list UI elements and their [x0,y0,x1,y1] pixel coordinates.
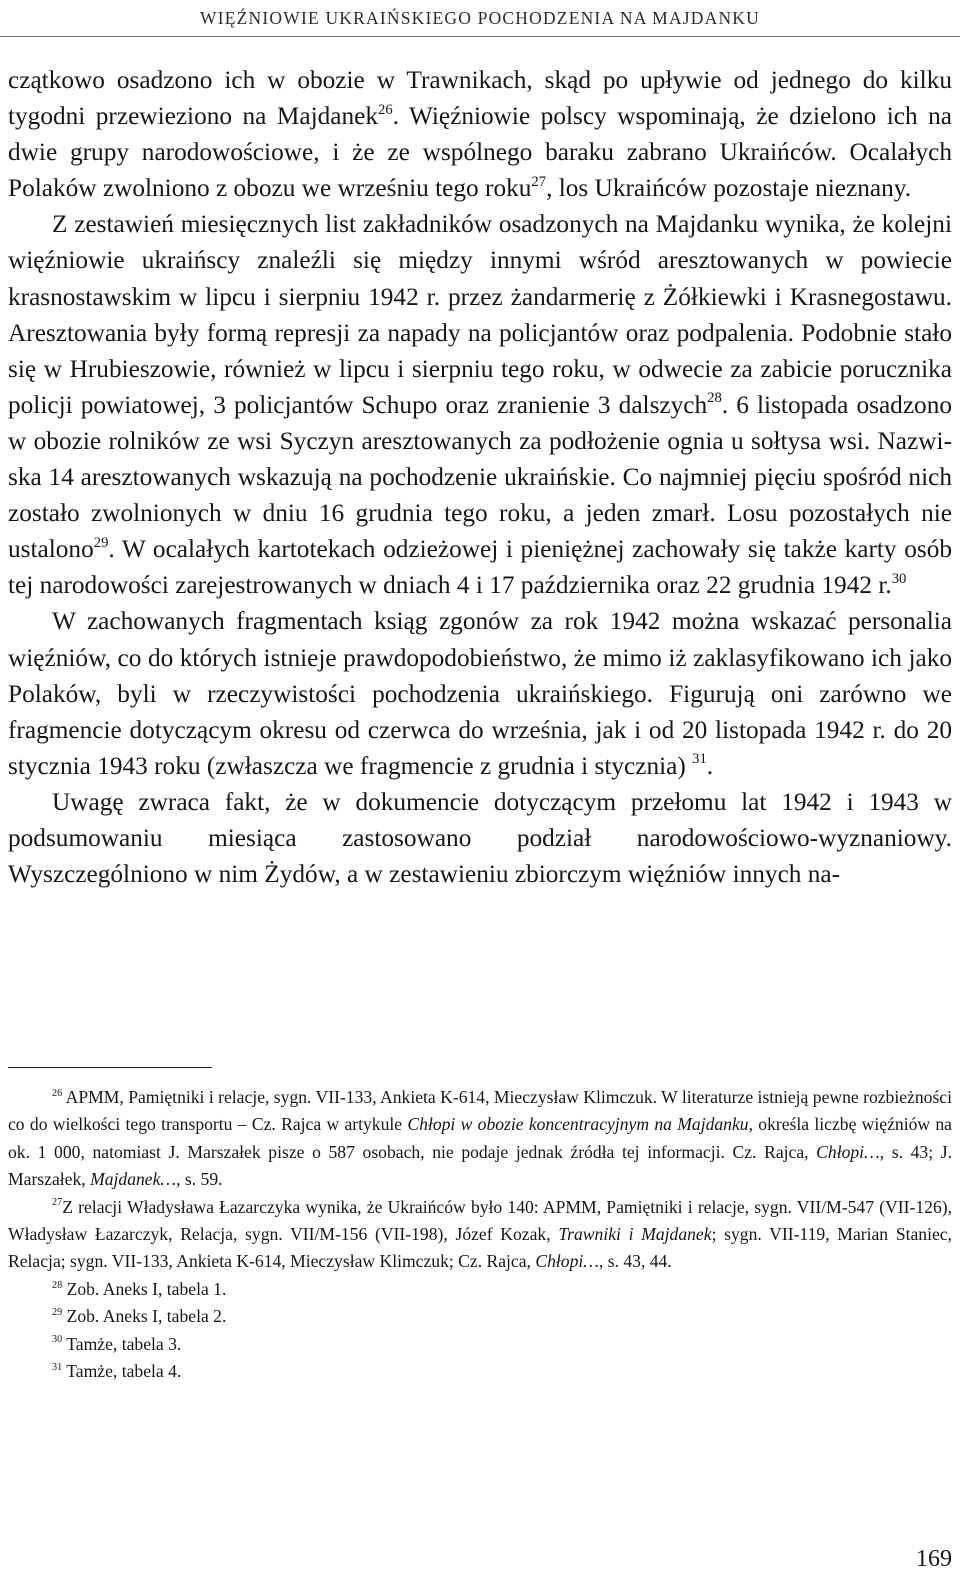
running-header [0,0,960,40]
footnote-number: 28 [52,1279,63,1291]
paragraph-3-text-b: . [706,751,714,780]
footnote-number: 27 [52,1197,63,1209]
header-rule [0,36,960,37]
footnote-26 [8,1084,952,1194]
footnote-number: 29 [52,1306,63,1318]
paragraph-3-text-a: W zachowanych fragmentach ksiąg zgonów za rok 1942 można wskazać personalia więźniów, co do których istnieje prawdopodobieństwo, że mimo iż zaklasyfikowano ich jako Polaków, byli w rzeczywistości pochodzenia ukraińskiego. Figurują oni zarówno we fragmencie dotyczącym okresu od czerwca do września, jak i od 20 listopada 1942 r. do 20 stycznia 1943 roku (zwłaszcza we fragmencie z grudnia i stycznia) [8,607,952,780]
footnote-text: APMM, Pamiętniki i relacje, sygn. VII-133, Ankieta K-614, Mieczysław Klimczuk. W literaturze istnieją pewne rozbieżności co do wielkości tego transportu – Cz. Rajca w artykule [8,1087,952,1135]
paragraph-1-text-c: , los Ukraińców pozostaje nieznany. [546,174,912,203]
footnote-28 [8,1276,952,1303]
running-header-title: WIĘŹNIOWIE UKRAIŃSKIEGO POCHODZENIA NA MAJDANKU [200,8,760,28]
footnote-ref-27: 27 [531,173,547,190]
footnote-separator [8,1067,212,1068]
footnote-italic-title: Chłopi w obozie koncentracyjnym na Majdanku [407,1114,749,1135]
paragraph-2-text-c: . W ocalałych kartotekach odzieżowej i pieniężnej zachowały się także karty osób tej narodowości zarejestrowanych w dniach 4 i 17 października oraz 22 grudnia 1942 r. [8,535,952,600]
footnote-text: , s. 59. [176,1169,223,1190]
footnote-text: Zob. Aneks I, tabela 1. [62,1278,227,1299]
paragraph-1 [8,62,952,206]
footnote-italic-title: Chłopi… [816,1141,880,1162]
paragraph-4 [8,784,952,892]
paragraph-3 [8,603,952,783]
footnote-ref-26: 26 [378,101,393,118]
footnote-text: Tamże, tabela 4. [62,1361,182,1382]
footnote-29 [8,1303,952,1330]
footnote-italic-title: Chłopi… [535,1251,599,1272]
main-text [8,62,952,892]
footnote-ref-31: 31 [692,751,707,768]
paragraph-2-text-a: Z zestawień miesięcznych list zakładników osadzonych na Majdanku wynika, że kolejni więźniowie ukraińscy znaleźli się między innymi wśród aresztowanych w powiecie krasnostawskim w lipcu i sierpniu 1942 r. przez żandarmerię z Żółkiewki i Krasnegostawu. Aresztowania były formą represji za napady na policjantów oraz podpalenia. Podobnie stało się w Hrubieszowie, również w lipcu i sierpniu tego roku, w odwecie za zabicie porucznika policji powiatowej, 3 policjantów Schupo oraz zranienie 3 dalszych [8,210,952,419]
footnote-text: Tamże, tabela 3. [62,1333,182,1354]
footnote-ref-29: 29 [93,534,109,551]
footnote-number: 26 [52,1087,63,1099]
footnote-ref-30: 30 [891,570,907,587]
footnote-30 [8,1331,952,1358]
paragraph-2-text-b: . 6 listopada osadzono w obozie rolników ze wsi Syczyn aresztowanych za podłożenie ognia u sołtysa wsi. Nazwiska 14 aresztowanych wskazują na pochodzenie ukraińskie. Co najmniej pięciu spośród nich zostało zwolnionych w dniu 16 grudnia tego roku, a jeden zmarł. Losu pozostałych nie ustalono [8,390,952,564]
footnote-27 [8,1194,952,1276]
footnotes [8,1084,952,1385]
footnote-ref-28: 28 [707,390,722,407]
paragraph-1-text-a: czątkowo osadzono ich w obozie w Trawnikach, skąd po upływie od jednego do kilku tygodni przewieziono na Majdanek [8,66,952,131]
footnote-text: , s. 43; J. Marszałek, [8,1141,952,1190]
paragraph-4-text: Uwagę zwraca fakt, że w dokumencie dotyczącym przełomu lat 1942 i 1943 w podsumowaniu miesiąca zastosowano podział narodowościowo-wyznaniowy. Wyszczególniono w nim Żydów, a w zestawieniu zbiorczym więźniów innych na- [8,787,952,889]
paragraph-2 [8,206,952,603]
footnote-number: 30 [52,1334,63,1346]
footnote-text: ; sygn. VII-119, Marian Staniec, Relacja; sygn. VII-133, Ankieta K-614, Mieczysław Klimczuk; Cz. Rajca, [8,1224,952,1272]
footnote-italic-title: Majdanek… [90,1169,177,1190]
footnote-number: 31 [52,1361,63,1373]
footnote-text: Zob. Aneks I, tabela 2. [62,1306,227,1327]
page-number: 169 [916,1546,952,1572]
footnote-text: , określa liczbę więźniów na ok. 1 000, natomiast J. Marszałek pisze o 587 osobach, nie podaje jednak źródła tej informacji. Cz. Rajca, [8,1114,952,1162]
footnote-text: , s. 43, 44. [598,1251,672,1272]
footnote-text: Z relacji Władysława Łazarczyka wynika, że Ukraińców było 140: APMM, Pamiętniki i relacje, sygn. VII/M-547 (VII-126), Władysław Łazarczyk, Relacja, sygn. VII/M-156 (VII-198), Józef Kozak, [8,1196,952,1245]
footnote-31 [8,1358,952,1385]
paragraph-1-text-b: . Więźniowie polscy wspominają, że dzielono ich na dwie grupy narodowościowe, i że ze wspólnego baraku zabrano Ukraińców. Ocalałych Polaków zwolniono z obozu we wrześniu tego roku [8,102,952,203]
footnote-italic-title: Trawniki i Majdanek [558,1224,712,1245]
